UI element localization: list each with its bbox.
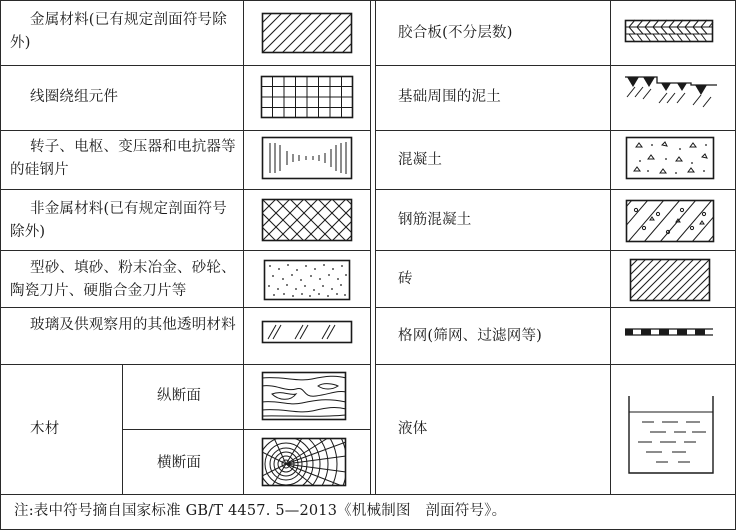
row-label-nonmetal: 非金属材料(已有规定剖面符号除外) bbox=[10, 201, 227, 240]
plywood-symbol bbox=[625, 20, 713, 42]
nonmetal-crosshatch-symbol bbox=[262, 199, 352, 241]
liquid-symbol bbox=[628, 396, 714, 474]
row-label-wood-longitudinal: 纵断面 bbox=[157, 388, 202, 404]
wood-transverse-symbol bbox=[262, 438, 346, 486]
row-label-silicon-steel: 转子、电枢、变压器和电抗器等的硅钢片 bbox=[10, 139, 236, 178]
reinforced-concrete-symbol bbox=[626, 200, 714, 242]
row-label-concrete: 混凝土 bbox=[398, 152, 443, 168]
sand-dots-symbol bbox=[264, 260, 350, 300]
row-label-brick: 砖 bbox=[398, 271, 413, 287]
row-label-coil: 线圈绕组元件 bbox=[30, 89, 119, 105]
glass-symbol bbox=[262, 321, 352, 343]
row-label-wood: 木材 bbox=[30, 421, 60, 437]
soil-symbol bbox=[625, 71, 717, 111]
concrete-symbol bbox=[626, 137, 714, 179]
row-label-wood-transverse: 横断面 bbox=[157, 455, 202, 471]
row-label-sand: 型砂、填砂、粉末冶金、砂轮、陶瓷刀片、硬脂合金刀片等 bbox=[10, 260, 236, 299]
row-label-reinforced-concrete: 钢筋混凝土 bbox=[398, 212, 472, 228]
brick-symbol bbox=[630, 259, 710, 301]
wood-longitudinal-symbol bbox=[262, 372, 346, 420]
metal-hatch-symbol bbox=[262, 13, 352, 53]
table-footnote: 注:表中符号摘自国家标准 GB/T 4457. 5—2013《机械制图 剖面符号》。 bbox=[14, 503, 507, 519]
silicon-steel-symbol bbox=[262, 137, 352, 179]
row-label-liquid: 液体 bbox=[398, 421, 428, 437]
row-label-metal: 金属材料(已有规定剖面符号除外) bbox=[10, 12, 227, 51]
mesh-symbol bbox=[625, 327, 713, 337]
coil-grid-symbol bbox=[261, 76, 353, 118]
row-label-plywood: 胶合板(不分层数) bbox=[398, 25, 513, 41]
row-label-soil: 基础周围的泥土 bbox=[398, 89, 501, 105]
row-label-glass: 玻璃及供观察用的其他透明材料 bbox=[30, 317, 236, 333]
row-label-mesh: 格网(筛网、过滤网等) bbox=[398, 328, 543, 344]
